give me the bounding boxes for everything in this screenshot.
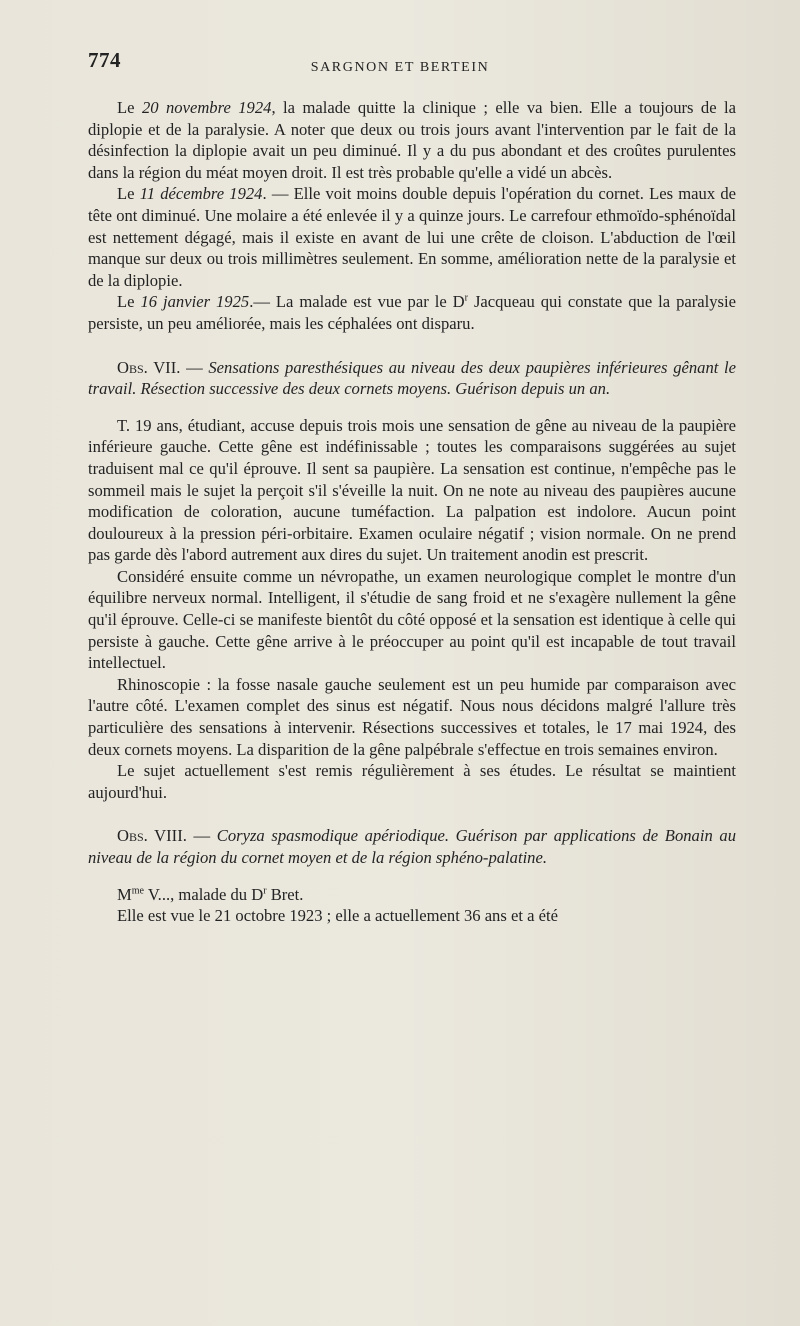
date-16-janvier: 16 janvier 1925 [140, 292, 250, 312]
obs-vii-label: Obs. VII. [117, 357, 181, 377]
obs-viii-paragraph: Elle est vue le 21 octobre 1923 ; elle a actuellement 36 ans et a été [117, 906, 558, 926]
page-number: 774 [88, 48, 121, 72]
running-head: SARGNON ET BERTEIN [310, 60, 490, 75]
page-body [88, 97, 736, 927]
date-11-decembre: 11 décembre 1924 [139, 184, 263, 204]
obs-vii-paragraph: Le sujet actuellement s'est remis régulièrement à ses études. Le résultat se maintient aujourd'hui. [88, 761, 736, 802]
date-20-novembre: 20 novembre 1924 [141, 98, 272, 117]
obs-vii-paragraph: Considéré ensuite comme un névropathe, un examen neurologique complet le montre d'un équilibre nerveux normal. Intelligent, il s'étudie de sang froid et ne s'exagère nullement la gêne qu'il éprouve. Celle-ci se manifeste bientôt du côté opposé et la sensation est identique à celle qui persiste à gauche. Cette gêne arrive à le préoccuper au point qu'il est incapable de tout travail intellectuel. [88, 566, 736, 673]
obs-viii-heading: Obs. VIII. — Coryza spasmodique apériodique. Guérison par applications de Bonain au niveau de la région du cornet moyen et de la région sphéno-palatine. [88, 826, 736, 867]
obs-viii-patient: $M^{me}$ V..., malade du $D^r$ Bret. [117, 884, 304, 904]
obs-viii-title: Coryza spasmodique apériodique. Guérison par applications de Bonain au niveau de la région du cornet moyen et de la région sphéno-palatine. [88, 826, 736, 867]
obs-vii-paragraph: T. 19 ans, étudiant, accuse depuis trois mois une sensation de gêne au niveau de la paupière inférieure gauche. Cette gêne est indéfinissable ; toutes les comparaisons suggérées au sujet traduisent mal ce qu'il éprouve. Il sent sa paupière. La sensation est continue, n'empêche pas le sommeil mais le sujet la perçoit s'il s'éveille la nuit. On ne note au niveau des paupières aucune modification de coloration, aucune tuméfaction. La palpation est indolore. Aucun point douloureux à la pression péri-orbitaire. Examen oculaire négatif ; vision normale. On ne prend pas garde dès l'abord autrement aux dires du sujet. Un traitement anodin est prescrit. [88, 415, 736, 565]
paragraph-20-novembre: Le 20 novembre 1924, la malade quitte la clinique ; elle va bien. Elle a toujours de la diplopie et de la paralysie. A noter que deux ou trois jours avant l'intervention par le fait de la désinfection la diplopie avait un peu diminué. Il y a du pus abondant et des croûtes purulentes dans la région du méat moyen droit. Il est très probable qu'elle a vidé un abcès. [88, 98, 737, 182]
obs-vii-title: Sensations paresthésiques au niveau des deux paupières inférieures gênant le travail. Résection successive des deux cornets moyens. Guérison depuis un an. [88, 357, 737, 399]
obs-vii-heading: Obs. VII. — Sensations paresthésiques au niveau des deux paupières inférieures gênant le travail. Résection successive des deux cornets moyens. Guérison depuis un an. [88, 357, 737, 399]
paragraph-11-decembre: Le 11 décembre 1924. — Elle voit moins double depuis l'opération du cornet. Les maux de tête ont diminué. Une molaire a été enlevée il y a quinze jours. Le carrefour ethmoïdo-sphénoïdal est nettement dégagé, mais il existe en avant de lui une crête de cloison. L'abduction de l'œil manque sur deux ou trois millimètres seulement. En somme, amélioration nette de la paralysie et de la diplopie. [88, 184, 736, 290]
obs-vii-paragraph: Rhinoscopie : la fosse nasale gauche seulement est un peu humide par comparaison avec l'autre côté. L'examen complet des sinus est négatif. Nous nous décidons malgré l'allure très particulière des sensations à intervenir. Résections successives et totales, le 17 mai 1924, des deux cornets moyens. La disparition de la gêne palpébrale s'effectue en trois semaines environ. [88, 674, 736, 759]
paragraph-16-janvier: Le 16 janvier 1925.— La malade est vue par le $D^r$ Jacqueau qui constate que la paralysie persiste, un peu améliorée, mais les céphalées ont disparu. [88, 292, 736, 333]
obs-viii-label: Obs. VIII. [117, 826, 187, 846]
